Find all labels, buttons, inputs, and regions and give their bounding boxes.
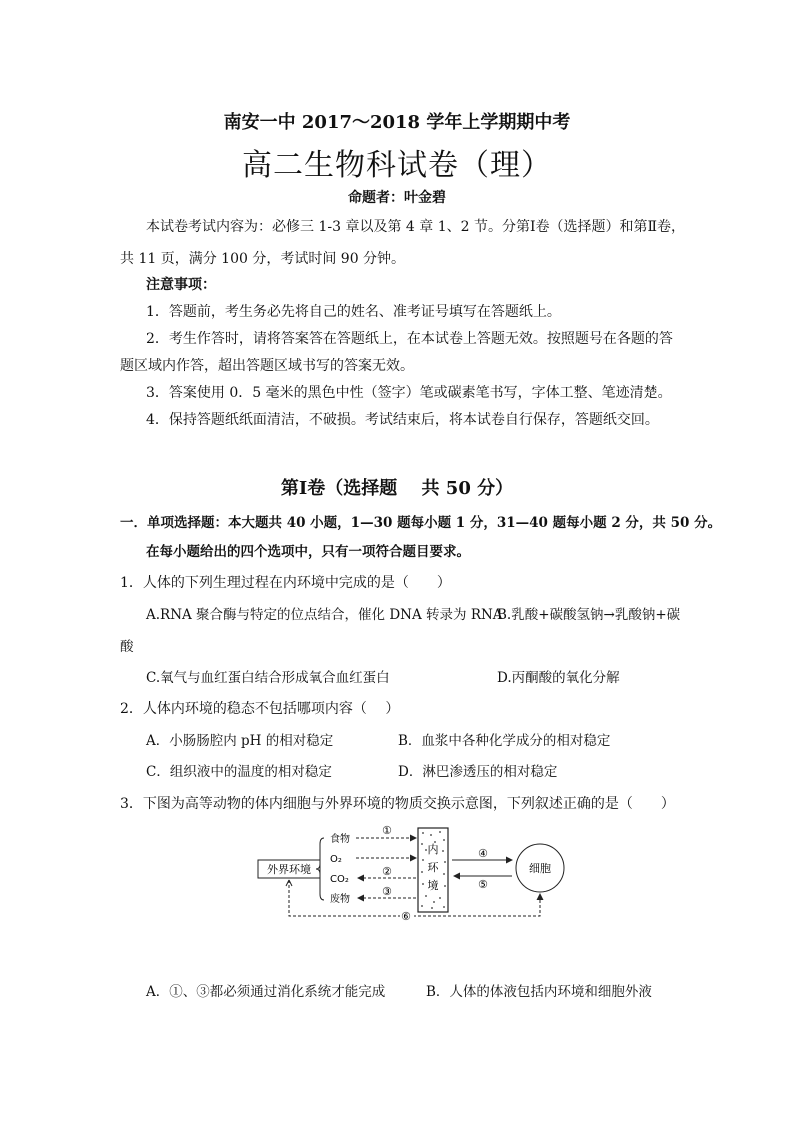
note-2b: 题区域内作答，超出答题区域书写的答案无效。 [120, 358, 414, 374]
q1-option-b-cont: 酸 [120, 639, 134, 655]
q2-option-a: A．小肠肠腔内 pH 的相对稳定 [146, 733, 334, 749]
q1-option-a: A.RNA 聚合酶与特定的位点结合，催化 DNA 转录为 RNA [146, 607, 503, 623]
label-4: ④ [478, 847, 488, 860]
q2-option-c: C．组织液中的温度的相对稳定 [146, 764, 332, 780]
label-6: ⑥ [401, 910, 411, 923]
q1-option-c: C.氧气与血红蛋白结合形成氧合血红蛋白 [146, 670, 390, 686]
cell-label: 细胞 [529, 862, 551, 875]
inner-env-char-2: 环 [427, 861, 439, 874]
label-3: ③ [382, 885, 392, 898]
co2-label: CO₂ [330, 874, 349, 885]
outside-label: 外界环境 [267, 863, 311, 876]
q1-option-d: D.丙酮酸的氧化分解 [497, 670, 620, 686]
q2-stem: 2．人体内环境的稳态不包括哪项内容（ ） [120, 701, 400, 717]
section-instruction-2: 在每小题给出的四个选项中，只有一项符合题目要求。 [146, 544, 470, 560]
q1-option-b: B.乳酸+碳酸氢钠→乳酸钠+碳 [497, 607, 681, 623]
food-label: 食物 [330, 834, 350, 845]
q3-option-b: B．人体的体液包括内环境和细胞外液 [426, 984, 652, 1000]
note-4: 4．保持答题纸纸面清洁，不破损。考试结束后，将本试卷自行保存，答题纸交回。 [146, 412, 659, 428]
q3-stem: 3．下图为高等动物的体内细胞与外界环境的物质交换示意图，下列叙述正确的是（ ） [120, 796, 675, 812]
section-title: 第Ⅰ卷（选择题 共 50 分） [280, 478, 514, 499]
section-instruction-1: 一．单项选择题：本大题共 40 小题，1—30 题每小题 1 分，31—40 题每小题 2 分，共 50 分。 [120, 515, 722, 531]
label-5: ⑤ [478, 878, 488, 891]
inner-env-char-1: 内 [427, 843, 439, 856]
intro-line-2: 共 11 页，满分 100 分，考试时间 90 分钟。 [120, 251, 406, 267]
q3-option-a: A．①、③都必须通过消化系统才能完成 [146, 984, 386, 1000]
note-2a: 2．考生作答时，请将答案答在答题纸上，在本试卷上答题无效。按照题号在各题的答 [146, 331, 673, 347]
o2-label: O₂ [330, 854, 342, 865]
waste-label: 废物 [330, 894, 350, 905]
school-exam-title: 南安一中 2017～2018 学年上学期期中考 [223, 112, 571, 133]
q1-stem: 1．人体的下列生理过程在内环境中完成的是（ ） [120, 575, 451, 591]
intro-line-1: 本试卷考试内容为：必修三 1-3 章以及第 4 章 1、2 节。分第Ⅰ卷（选择题）和第Ⅱ卷， [146, 219, 686, 235]
author-line: 命题者：叶金碧 [348, 190, 446, 206]
note-3: 3．答案使用 0．5 毫米的黑色中性（签字）笔或碳素笔书写，字体工整、笔迹清楚。 [146, 385, 672, 401]
label-2: ② [382, 865, 392, 878]
notes-heading: 注意事项： [146, 277, 216, 293]
q2-option-d: D．淋巴渗透压的相对稳定 [398, 764, 558, 780]
q2-option-b: B．血浆中各种化学成分的相对稳定 [398, 733, 611, 749]
label-1: ① [382, 824, 392, 837]
inner-env-char-3: 境 [427, 879, 439, 892]
note-1: 1．答题前，考生务必先将自己的姓名、准考证号填写在答题纸上。 [146, 304, 561, 320]
page-title: 高二生物科试卷（理） [242, 148, 552, 183]
exchange-diagram [250, 820, 580, 925]
